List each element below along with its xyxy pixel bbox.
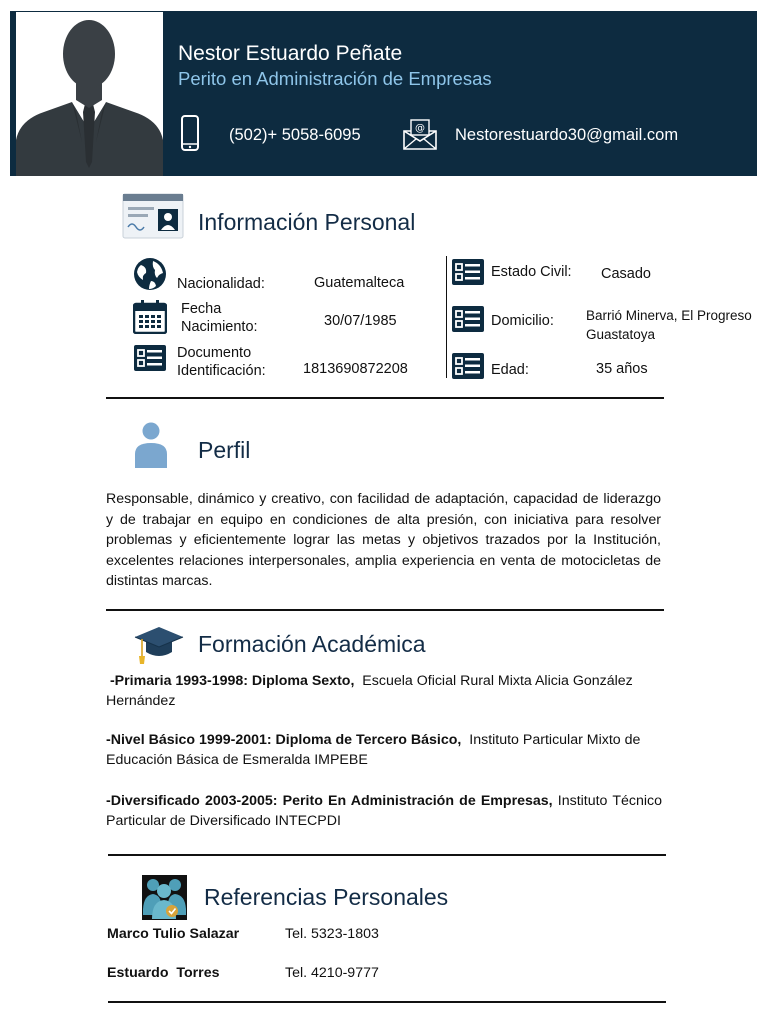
- education-item-title: -Diversificado 2003-2005: Perito En Administración de Empresas,: [106, 793, 553, 809]
- reference-name: Estuardo Torres: [107, 965, 220, 981]
- value-nacionalidad: Guatemalteca: [314, 275, 405, 291]
- calendar-icon: [133, 300, 167, 334]
- education-item-detail: Instituto Técnico Particular de Diversificado INTECPDI: [106, 793, 663, 829]
- section-divider: [108, 854, 666, 856]
- people-group-icon: [142, 875, 187, 920]
- section-divider: [106, 397, 664, 399]
- candidate-title: Perito en Administración de Empresas: [178, 68, 492, 89]
- profile-text: Responsable, dinámico y creativo, con facilidad de adaptación, capacidad de liderazgo y de trabajar en equipo en condiciones de alta presión, con iniciativa para resolver problemas y eficientemente lograr las metas y objetivos trazados por la Institución, excelentes relaciones interpersonales, amplia experiencia en venta de motocicletas de distintas marcas.: [106, 491, 661, 589]
- reference-phone[interactable]: Tel. 5323-1803: [285, 926, 379, 942]
- graduation-cap-icon: [134, 624, 184, 666]
- column-divider: [446, 256, 447, 378]
- label-domicilio: Domicilio:: [491, 313, 554, 329]
- svg-text:@: @: [415, 123, 425, 134]
- value-estado-civil: Casado: [601, 266, 651, 282]
- label-fecha-nacimiento: Fecha Nacimiento:: [181, 301, 258, 335]
- label-documento: Documento Identificación:: [177, 345, 266, 379]
- label-edad: Edad:: [491, 362, 529, 378]
- label-nacionalidad: Nacionalidad:: [177, 276, 265, 292]
- value-domicilio: Barrió Minerva, El Progreso Guastatoya: [586, 308, 752, 342]
- list-icon: [452, 259, 484, 285]
- section-title-formacion: Formación Académica: [198, 631, 426, 657]
- section-title-referencias: Referencias Personales: [204, 884, 449, 910]
- list-icon: [452, 306, 484, 332]
- value-documento: 1813690872208: [303, 361, 408, 377]
- education-item: [106, 791, 662, 831]
- candidate-name: Nestor Estuardo Peñate: [178, 42, 403, 65]
- list-icon: [134, 345, 166, 371]
- value-edad: 35 años: [596, 361, 648, 377]
- phone-number[interactable]: (502)+ 5058-6095: [229, 126, 361, 144]
- email-address[interactable]: Nestorestuardo30@gmail.com: [455, 126, 679, 144]
- section-title-perfil: Perfil: [198, 437, 251, 463]
- education-item: [106, 671, 666, 711]
- education-item-title: -Primaria 1993-1998: Diploma Sexto,: [109, 673, 355, 689]
- education-item-title: -Nivel Básico 1999-2001: Diploma de Tercero Básico,: [106, 732, 462, 748]
- education-item-detail: Instituto Particular Mixto de Educación Básica de Esmeralda IMPEBE: [106, 732, 641, 768]
- globe-icon: [133, 257, 167, 291]
- phone-icon: [180, 115, 200, 151]
- section-divider: [108, 1001, 666, 1003]
- profile-photo: [16, 12, 163, 176]
- education-item: [106, 730, 666, 770]
- reference-name: Marco Tulio Salazar: [107, 926, 240, 942]
- envelope-icon: [402, 117, 438, 151]
- value-fecha-nacimiento: 30/07/1985: [324, 313, 397, 329]
- label-estado-civil: Estado Civil:: [491, 264, 572, 280]
- section-divider: [106, 609, 664, 611]
- education-item-detail: Escuela Oficial Rural Mixta Alicia González Hernández: [106, 673, 633, 709]
- id-card-icon: [122, 193, 184, 239]
- reference-phone[interactable]: Tel. 4210-9777: [285, 965, 379, 981]
- person-silhouette-icon: [16, 12, 163, 176]
- list-icon: [452, 353, 484, 379]
- section-title-personal: Información Personal: [198, 209, 416, 235]
- person-icon: [133, 422, 169, 468]
